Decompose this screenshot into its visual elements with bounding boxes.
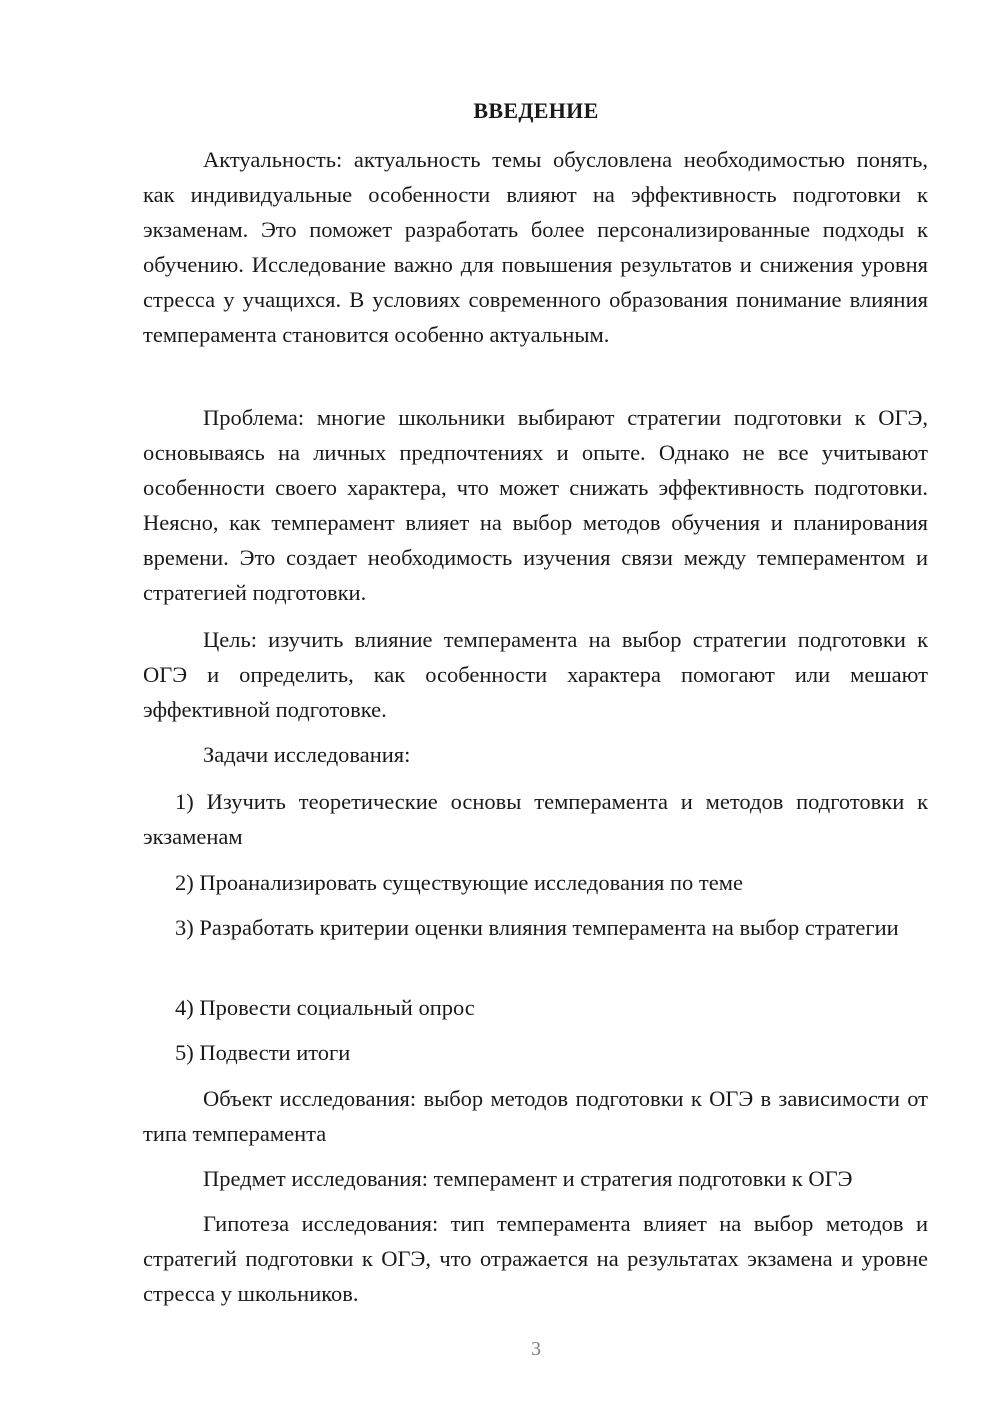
task-item-3: 3) Разработать критерии оценки влияния темперамента на выбор стратегии [175,915,899,940]
page-number: 3 [531,1338,541,1360]
task-item-2: 2) Проанализировать существующие исследования по теме [175,870,743,895]
object-paragraph: Объект исследования: выбор методов подготовки к ОГЭ в зависимости от типа темперамента [143,1086,928,1146]
section-heading: ВВЕДЕНИЕ [473,98,599,123]
subject-paragraph: Предмет исследования: темперамент и стратегия подготовки к ОГЭ [203,1166,853,1191]
problem-paragraph: Проблема: многие школьники выбирают стратегии подготовки к ОГЭ, основываясь на личных предпочтениях и опыте. Однако не все учитывают особенности своего характера, что может снижать эффективность подготовки. Неясно, как темперамент влияет на выбор методов обучения и планирования времени. Это создает необходимость изучения связи между темпераментом и стратегией подготовки. [143,405,928,605]
tasks-heading: Задачи исследования: [203,742,411,767]
task-item-5: 5) Подвести итоги [175,1040,351,1065]
task-item-4: 4) Провести социальный опрос [175,995,475,1020]
hypothesis-paragraph: Гипотеза исследования: тип темперамента влияет на выбор методов и стратегий подготовки к ОГЭ, что отражается на результатах экзамена и уровне стресса у школьников. [143,1211,928,1306]
relevance-paragraph: Актуальность: актуальность темы обусловлена необходимостью понять, как индивидуальные особенности влияют на эффективность подготовки к экзаменам. Это поможет разработать более персонализированные подходы к обучению. Исследование важно для повышения результатов и снижения уровня стресса у учащихся. В условиях современного образования понимание влияния темперамента становится особенно актуальным. [143,147,928,347]
task-item-1: 1) Изучить теоретические основы темперамента и методов подготовки к экзаменам [143,789,928,849]
goal-paragraph: Цель: изучить влияние темперамента на выбор стратегии подготовки к ОГЭ и определить, как особенности характера помогают или мешают эффективной подготовке. [143,627,928,722]
